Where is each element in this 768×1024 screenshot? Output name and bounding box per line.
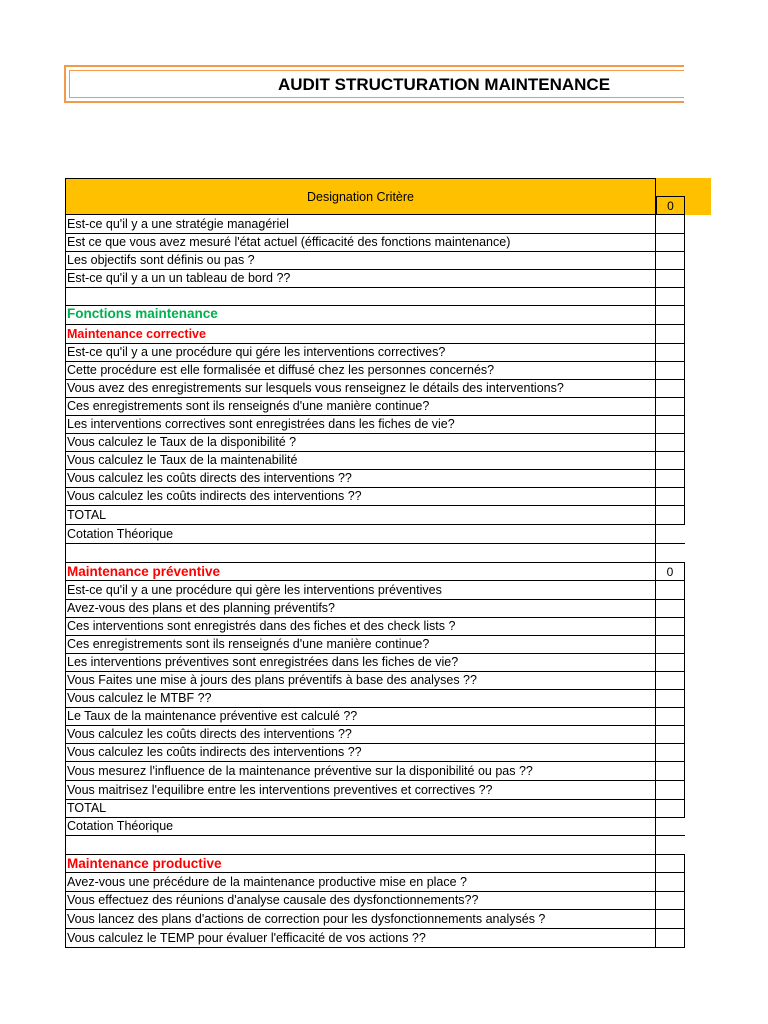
criterion-row: Est-ce qu'il y a une procédure qui gère les interventions préventives xyxy=(65,581,656,600)
criterion-row: Vous avez des enregistrements sur lesquels vous renseignez le détails des interventions? xyxy=(65,379,656,398)
criterion-row: Est-ce qu'il y a une procédure qui gére les interventions correctives? xyxy=(65,343,656,362)
criterion-row: Ces enregistrements sont ils renseignés d'une manière continue? xyxy=(65,635,656,654)
score-cell[interactable] xyxy=(656,671,685,690)
score-cell[interactable] xyxy=(656,215,685,234)
criterion-row: Vous maitrisez l'equilibre entre les interventions preventives et correctives ?? xyxy=(65,781,656,800)
blank-row xyxy=(65,287,656,306)
score-cell[interactable] xyxy=(656,325,685,344)
criterion-row: Vous calculez les coûts directs des interventions ?? xyxy=(65,469,656,488)
criterion-row: Est-ce qu'il y a un un tableau de bord ?? xyxy=(65,269,656,288)
criterion-row: Vous Faites une mise à jours des plans préventifs à base des analyses ?? xyxy=(65,671,656,690)
criterion-row: Les interventions préventives sont enregistrées dans les fiches de vie? xyxy=(65,653,656,672)
criterion-row: Avez-vous des plans et des planning préventifs? xyxy=(65,599,656,618)
total-row: TOTAL xyxy=(65,799,656,818)
preventive-score[interactable]: 0 xyxy=(656,562,685,581)
score-cell[interactable] xyxy=(656,343,685,362)
blank-row xyxy=(65,836,656,855)
score-cell[interactable] xyxy=(656,581,685,600)
criterion-row: Est-ce qu'il y a une stratégie managériel xyxy=(65,215,656,234)
score-cell[interactable] xyxy=(656,910,685,929)
score-cell[interactable] xyxy=(656,415,685,434)
score-cell[interactable] xyxy=(656,305,685,325)
criterion-row: Les interventions correctives sont enregistrées dans les fiches de vie? xyxy=(65,415,656,434)
score-cell[interactable] xyxy=(656,653,685,672)
section-title: Fonctions maintenance xyxy=(65,305,656,325)
score-cell[interactable] xyxy=(656,361,685,380)
criterion-row: Vous calculez le MTBF ?? xyxy=(65,689,656,708)
score-cell[interactable] xyxy=(656,689,685,708)
total-row: TOTAL xyxy=(65,506,656,525)
criterion-row: Vous lancez des plans d'actions de correction pour les dysfonctionnements analysés ? xyxy=(65,910,656,929)
score-cell[interactable] xyxy=(656,487,685,506)
score-cell[interactable] xyxy=(656,233,685,252)
score-cell[interactable] xyxy=(656,451,685,470)
score-cell[interactable] xyxy=(656,762,685,781)
score-cell[interactable] xyxy=(656,725,685,744)
criterion-row: Vous calculez le Taux de la disponibilité ? xyxy=(65,433,656,452)
criterion-row: Vous calculez le Taux de la maintenabilité xyxy=(65,451,656,470)
score-cell[interactable] xyxy=(656,433,685,452)
criterion-row: Vous calculez les coûts indirects des interventions ?? xyxy=(65,743,656,762)
score-cell[interactable] xyxy=(656,397,685,416)
criterion-row: Avez-vous une précédure de la maintenance productive mise en place ? xyxy=(65,873,656,892)
score-cell[interactable] xyxy=(656,617,685,636)
cotation-cell xyxy=(656,525,685,544)
total-cell[interactable] xyxy=(656,506,685,525)
criterion-row: Les objectifs sont définis ou pas ? xyxy=(65,251,656,270)
score-cell[interactable] xyxy=(656,781,685,800)
cotation-row: Cotation Théorique xyxy=(65,817,656,836)
total-cell[interactable] xyxy=(656,799,685,818)
title-box xyxy=(64,65,684,103)
cotation-cell xyxy=(656,817,685,836)
score-cell[interactable] xyxy=(656,469,685,488)
criterion-row: Vous calculez les coûts directs des interventions ?? xyxy=(65,725,656,744)
score-cell[interactable] xyxy=(656,251,685,270)
productive-title: Maintenance productive xyxy=(65,854,656,873)
criterion-row: Est ce que vous avez mesuré l'état actuel (éfficacité des fonctions maintenance) xyxy=(65,233,656,252)
header-designation: Designation Critère xyxy=(65,178,656,215)
score-cell[interactable] xyxy=(656,287,685,306)
criterion-row: Vous mesurez l'influence de la maintenance préventive sur la disponibilité ou pas ?? xyxy=(65,762,656,781)
score-cell[interactable] xyxy=(656,707,685,726)
score-cell[interactable] xyxy=(656,635,685,654)
score-cell[interactable] xyxy=(656,599,685,618)
score-cell[interactable] xyxy=(656,854,685,873)
cotation-row: Cotation Théorique xyxy=(65,525,656,544)
criterion-row: Vous effectuez des réunions d'analyse causale des dysfonctionnements?? xyxy=(65,891,656,910)
score-cell[interactable] xyxy=(656,929,685,948)
score-cell[interactable] xyxy=(656,891,685,910)
corrective-title: Maintenance corrective xyxy=(65,325,656,344)
criterion-row: Vous calculez le TEMP pour évaluer l'efficacité de vos actions ?? xyxy=(65,929,656,948)
score-cell[interactable] xyxy=(656,269,685,288)
score-cell[interactable] xyxy=(656,873,685,892)
score-cell[interactable] xyxy=(656,743,685,762)
criterion-row: Le Taux de la maintenance préventive est calculé ?? xyxy=(65,707,656,726)
score-cell[interactable] xyxy=(656,379,685,398)
header-score: 0 xyxy=(656,196,685,215)
preventive-title: Maintenance préventive xyxy=(65,562,656,581)
criterion-row: Vous calculez les coûts indirects des interventions ?? xyxy=(65,487,656,506)
blank-row xyxy=(65,544,656,563)
criterion-row: Ces interventions sont enregistrés dans des fiches et des check lists ? xyxy=(65,617,656,636)
criterion-row: Ces enregistrements sont ils renseignés d'une manière continue? xyxy=(65,397,656,416)
criterion-row: Cette procédure est elle formalisée et diffusé chez les personnes concernés? xyxy=(65,361,656,380)
page-title: AUDIT STRUCTURATION MAINTENANCE xyxy=(277,75,611,94)
